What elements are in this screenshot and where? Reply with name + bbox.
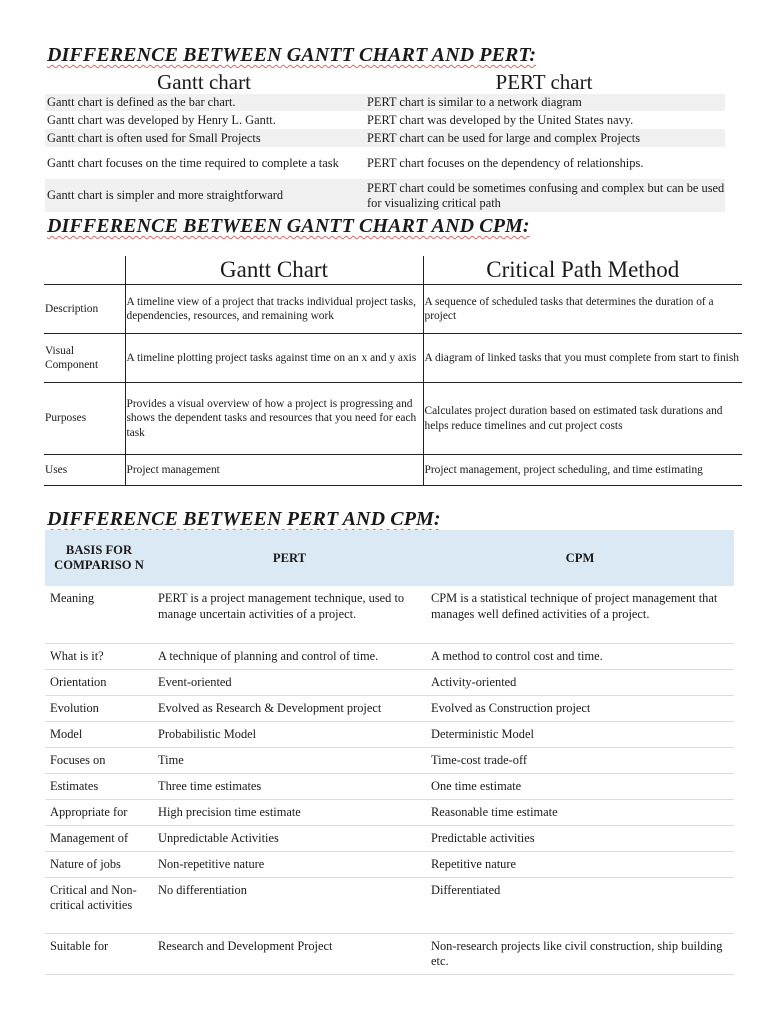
cell-pert: Non-repetitive nature bbox=[153, 851, 426, 877]
row-label: Management of bbox=[45, 825, 153, 851]
column-header-gantt: Gantt chart bbox=[157, 69, 251, 94]
table-row bbox=[45, 747, 734, 773]
table-row bbox=[45, 825, 734, 851]
table-row bbox=[44, 455, 742, 486]
table-header bbox=[45, 530, 734, 586]
row-label: Nature of jobs bbox=[45, 851, 153, 877]
table-gantt-vs-cpm bbox=[44, 256, 742, 486]
cell-pert: Probabilistic Model bbox=[153, 721, 426, 747]
column-header-basis: BASIS FOR COMPARISO N bbox=[45, 530, 153, 586]
table-row bbox=[45, 179, 725, 212]
cell-gantt: A timeline plotting project tasks against time on an x and y axis bbox=[125, 334, 423, 383]
table-row bbox=[45, 94, 725, 111]
table-row bbox=[45, 129, 725, 147]
cell-gantt: Provides a visual overview of how a project is progressing and shows the dependent tasks and resources that you need for each task bbox=[125, 383, 423, 455]
row-label: Focuses on bbox=[45, 747, 153, 773]
table-row bbox=[45, 721, 734, 747]
cell-cpm: Calculates project duration based on estimated task durations and helps reduce timelines and cut project costs bbox=[423, 383, 742, 455]
table-row bbox=[45, 586, 734, 643]
cell-cpm: Project management, project scheduling, and time estimating bbox=[423, 455, 742, 486]
row-label: What is it? bbox=[45, 643, 153, 669]
cell-gantt: Project management bbox=[125, 455, 423, 486]
table-row bbox=[45, 147, 725, 179]
table-row bbox=[45, 877, 734, 933]
table-row bbox=[45, 851, 734, 877]
row-label: Orientation bbox=[45, 669, 153, 695]
table-pert-vs-cpm bbox=[45, 530, 734, 975]
cell-pert: Three time estimates bbox=[153, 773, 426, 799]
table-row bbox=[45, 933, 734, 974]
table-row bbox=[45, 773, 734, 799]
cell-pert: PERT chart was developed by the United States navy. bbox=[367, 112, 634, 127]
cell-cpm: Repetitive nature bbox=[426, 851, 734, 877]
heading-pert-vs-cpm: DIFFERENCE BETWEEN PERT AND CPM: bbox=[47, 508, 441, 530]
column-header-gantt: Gantt Chart bbox=[125, 256, 423, 285]
cell-gantt: A timeline view of a project that tracks individual project tasks, dependencies, resources, and remaining work bbox=[125, 285, 423, 334]
cell-pert: PERT chart is similar to a network diagram bbox=[367, 95, 582, 109]
column-header-cpm: CPM bbox=[426, 530, 734, 586]
cell-pert: Research and Development Project bbox=[153, 933, 426, 974]
row-label: Meaning bbox=[45, 586, 153, 643]
column-header-pert: PERT bbox=[153, 530, 426, 586]
table-header bbox=[44, 256, 742, 285]
table-row bbox=[45, 643, 734, 669]
table-gantt-vs-pert bbox=[45, 70, 725, 212]
heading-gantt-vs-cpm: DIFFERENCE BETWEEN GANTT CHART AND CPM: bbox=[47, 215, 530, 237]
cell-pert: Time bbox=[153, 747, 426, 773]
cell-cpm: Predictable activities bbox=[426, 825, 734, 851]
cell-cpm: Non-research projects like civil construction, ship building etc. bbox=[426, 933, 734, 974]
column-header-cpm: Critical Path Method bbox=[423, 256, 742, 285]
row-label: Model bbox=[45, 721, 153, 747]
table-row bbox=[44, 383, 742, 455]
row-label: Description bbox=[44, 285, 125, 334]
cell-gantt: Gantt chart is simpler and more straightforward bbox=[47, 188, 284, 202]
cell-gantt: Gantt chart is often used for Small Projects bbox=[47, 130, 261, 145]
row-label: Evolution bbox=[45, 695, 153, 721]
column-header-pert: PERT chart bbox=[495, 69, 593, 94]
cell-gantt: Gantt chart was developed by Henry L. Gantt. bbox=[47, 112, 276, 127]
cell-cpm: Differentiated bbox=[426, 877, 734, 933]
cell-pert: Unpredictable Activities bbox=[153, 825, 426, 851]
cell-cpm: One time estimate bbox=[426, 773, 734, 799]
table-row bbox=[44, 334, 742, 383]
cell-pert: A technique of planning and control of time. bbox=[153, 643, 426, 669]
cell-cpm: Evolved as Construction project bbox=[426, 695, 734, 721]
cell-gantt: Gantt chart is defined as the bar chart. bbox=[47, 95, 236, 109]
cell-cpm: Time-cost trade-off bbox=[426, 747, 734, 773]
header-blank-cell bbox=[44, 256, 125, 285]
cell-pert: Evolved as Research & Development project bbox=[153, 695, 426, 721]
cell-cpm: CPM is a statistical technique of project management that manages well defined activities of a project. bbox=[426, 586, 734, 643]
table-row bbox=[44, 285, 742, 334]
cell-cpm: Reasonable time estimate bbox=[426, 799, 734, 825]
table-header bbox=[45, 70, 725, 94]
cell-cpm: A diagram of linked tasks that you must complete from start to finish bbox=[423, 334, 742, 383]
table-row bbox=[45, 799, 734, 825]
cell-pert: High precision time estimate bbox=[153, 799, 426, 825]
cell-pert: PERT is a project management technique, used to manage uncertain activities of a project. bbox=[153, 586, 426, 643]
table-row bbox=[45, 669, 734, 695]
cell-cpm: Deterministic Model bbox=[426, 721, 734, 747]
row-label: Appropriate for bbox=[45, 799, 153, 825]
row-label: Purposes bbox=[44, 383, 125, 455]
row-label: Visual Component bbox=[44, 334, 125, 383]
row-label: Uses bbox=[44, 455, 125, 486]
cell-pert: Event-oriented bbox=[153, 669, 426, 695]
row-label: Critical and Non-critical activities bbox=[45, 877, 153, 933]
heading-gantt-vs-pert: DIFFERENCE BETWEEN GANTT CHART AND PERT: bbox=[47, 44, 537, 66]
cell-pert: PERT chart could be sometimes confusing and complex but can be used for visualizing critical path bbox=[367, 180, 725, 210]
cell-pert: PERT chart can be used for large and complex Projects bbox=[367, 130, 641, 145]
table-row bbox=[45, 695, 734, 721]
cell-cpm: A method to control cost and time. bbox=[426, 643, 734, 669]
row-label: Suitable for bbox=[45, 933, 153, 974]
cell-gantt: Gantt chart focuses on the time required to complete a task bbox=[47, 155, 339, 170]
cell-pert: PERT chart focuses on the dependency of relationships. bbox=[367, 155, 644, 170]
cell-cpm: A sequence of scheduled tasks that determines the duration of a project bbox=[423, 285, 742, 334]
table-row bbox=[45, 111, 725, 129]
row-label: Estimates bbox=[45, 773, 153, 799]
cell-pert: No differentiation bbox=[153, 877, 426, 933]
cell-cpm: Activity-oriented bbox=[426, 669, 734, 695]
